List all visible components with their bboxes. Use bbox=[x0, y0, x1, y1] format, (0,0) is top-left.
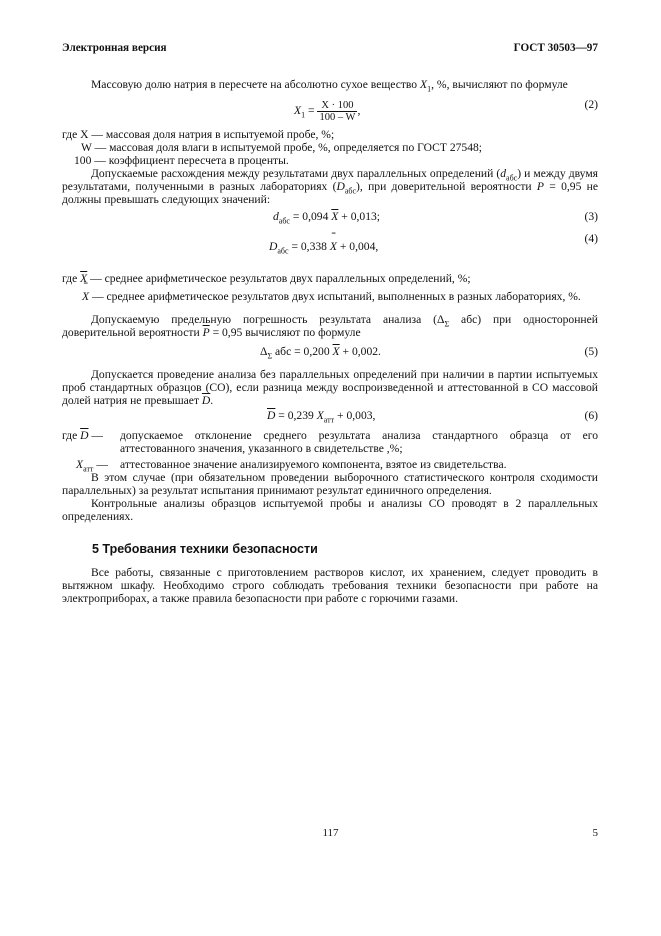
control-analyses-paragraph: Контрольные анализы образцов испытуемой пробы и анализы СО проводят в 2 параллельных определениях. bbox=[62, 497, 598, 524]
page-number-right: 5 bbox=[592, 827, 598, 839]
equation-4-number: (4) bbox=[584, 232, 598, 245]
equation-2-fraction: $\frac{X \cdot 100}{100 - W}$ bbox=[319, 100, 356, 123]
page-number-center: 117 bbox=[322, 827, 339, 839]
no-parallel-paragraph: Допускается проведение анализа без параллельных определений при наличии в партии испытуемых проб стандартных образцов (СО), если разница между воспроизведенной и аттестованной в СО массовой долей натрия не превышает $\overline{D}$. bbox=[62, 368, 598, 408]
mass-fraction-intro: Массовую долю натрия в пересчете на абсолютно сухое вещество $X_1$, %, вычисляют по формуле bbox=[91, 78, 568, 94]
equation-2: $X_1$ = $\frac{X \cdot 100}{100 - W}$ , (2) bbox=[294, 98, 598, 123]
section-5-title: 5 Требования техники безопасности bbox=[92, 542, 318, 556]
where-w: W — массовая доля влаги в испытуемой пробе, %, определяется по ГОСТ 27548; bbox=[81, 141, 483, 154]
equation-6: $\overline{D} = 0,239$ $X_{атт} + 0,003$, (6) bbox=[267, 409, 598, 425]
header-standard-number: ГОСТ 30503—97 bbox=[513, 42, 598, 54]
header-edition-label: Электронная версия bbox=[62, 42, 167, 54]
equation-4: $D_{абс} = 0,338 = X + 0,004$, (4) bbox=[62, 232, 598, 260]
equation-5-number: (5) bbox=[584, 345, 598, 358]
discrepancy-paragraph: Допускаемые расхождения между результатами двух параллельных определений $(d_{абс})$ и между двумя результатами, полученными в разных лабораториях $(D_{абс})$, при доверительной вероятности P = 0,95 не должны превышать следующих значений: bbox=[62, 167, 598, 207]
safety-paragraph: Все работы, связанные с приготовлением растворов кислот, их хранением, следует проводить в вытяжном шкафу. Необходимо строго соблюдать требования техники безопасности при работе на электроприборах, а также правила безопасности при работе с горючими газами. bbox=[62, 566, 598, 606]
where-x-double-mean: = X — среднее арифметическое результатов двух испытаний, выполненных в разных лабораториях, %. bbox=[82, 290, 618, 303]
where-100: 100 — коэффициент пересчета в проценты. bbox=[74, 154, 289, 167]
equation-3: $d_{абс} = 0,094$ $\overline{X} + 0,013$; (3) bbox=[273, 210, 598, 226]
equation-6-number: (6) bbox=[584, 409, 598, 422]
where-x: где X — массовая доля натрия в испытуемой пробе, %; bbox=[62, 128, 335, 141]
error-paragraph: Допускаемую предельную погрешность результата анализа ($\Delta_\Sigma$ абс) при односторонней доверительной вероятности $\overline{P} = 0,95$ вычисляют по формуле bbox=[62, 313, 598, 340]
page-header bbox=[62, 42, 598, 58]
where-d-deviation: где $\overline{D}$ — допускаемое отклонение среднего результата анализа стандартного образца от его аттестованного значения, указанного в свидетельстве ,%; bbox=[62, 429, 598, 456]
equation-5: $\Delta_\Sigma$ абс = 0,200 $\overline{X} + 0,002$. (5) bbox=[260, 345, 598, 361]
where-x-mean: где $\overline{X}$ — среднее арифметическое результатов двух параллельных определений, %; bbox=[62, 272, 471, 285]
equation-3-number: (3) bbox=[584, 210, 598, 223]
single-determination-paragraph: В этом случае (при обязательном проведении выборочного статистического контроля сходимости параллельных) за результат испытания принимают результат единичного определения. bbox=[62, 471, 598, 498]
equation-2-number: (2) bbox=[584, 98, 598, 111]
